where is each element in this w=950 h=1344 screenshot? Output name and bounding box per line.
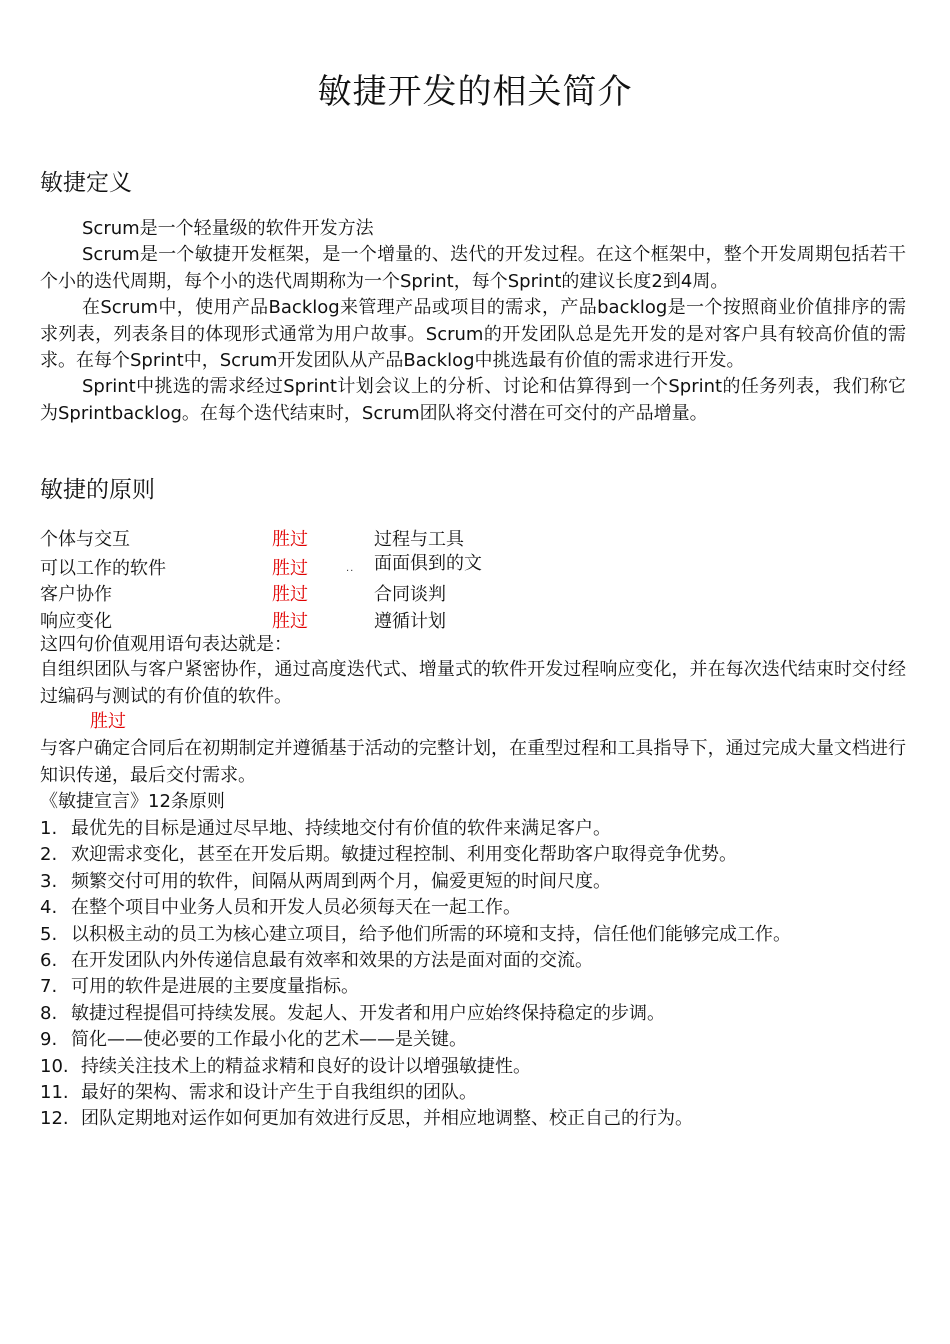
list-text: 持续关注技术上的精益求精和良好的设计以增强敏捷性。 — [81, 1055, 531, 1077]
list-number: 7. — [40, 976, 58, 998]
list-number: 9. — [40, 1029, 58, 1051]
list-item — [40, 869, 920, 895]
definition-paragraph-4: Sprint中挑选的需求经过Sprint计划会议上的分析、讨论和估算得到一个Sprint的任务列表，我们称它为Sprintbacklog。在每个迭代结束时，Scrum团队将交付潜在可交付的产品增量。 — [40, 376, 906, 424]
value-right: 合同谈判 — [374, 584, 446, 605]
definition-paragraph-1: Scrum是一个轻量级的软件开发方法 — [82, 218, 374, 239]
list-text: 在开发团队内外传递信息最有效率和效果的方法是面对面的交流。 — [71, 949, 593, 971]
list-text: 欢迎需求变化，甚至在开发后期。敏捷过程控制、利用变化帮助客户取得竞争优势。 — [71, 844, 737, 866]
value-over: 胜过 — [272, 558, 308, 579]
value-right: 过程与工具 — [374, 529, 464, 550]
list-item — [40, 816, 920, 842]
stray-mark: ·· — [346, 566, 355, 577]
value-left: 响应变化 — [40, 611, 112, 632]
list-number: 11. — [40, 1081, 69, 1103]
list-number: 4. — [40, 897, 58, 919]
value-left: 可以工作的软件 — [40, 558, 166, 579]
section-heading-principles: 敏捷的原则 — [40, 477, 155, 504]
list-item — [40, 922, 920, 948]
principles-list — [40, 816, 920, 1133]
list-number: 5. — [40, 923, 58, 945]
list-text: 敏捷过程提倡可持续发展。发起人、开发者和用户应始终保持稳定的步调。 — [71, 1002, 665, 1024]
list-text: 在整个项目中业务人员和开发人员必须每天在一起工作。 — [71, 897, 521, 919]
summary-agile: 自组织团队与客户紧密协作，通过高度迭代式、增量式的软件开发过程响应变化，并在每次迭代结束时交付经过编码与测试的有价值的软件。 — [40, 659, 906, 707]
manifesto-heading: 《敏捷宣言》12条原则 — [40, 791, 225, 812]
summary-traditional: 与客户确定合同后在初期制定并遵循基于活动的完整计划，在重型过程和工具指导下，通过完成大量文档进行知识传递，最后交付需求。 — [40, 738, 906, 786]
list-number: 1. — [40, 818, 58, 839]
value-row — [40, 553, 540, 582]
value-over: 胜过 — [272, 529, 308, 550]
value-right: 面面俱到的文 — [374, 553, 482, 574]
value-over: 胜过 — [272, 584, 308, 605]
list-item — [40, 1054, 920, 1080]
list-text: 最优先的目标是通过尽早地、持续地交付有价值的软件来满足客户。 — [71, 818, 611, 839]
summary-over: 胜过 — [90, 711, 126, 732]
list-text: 最好的架构、需求和设计产生于自我组织的团队。 — [81, 1081, 477, 1103]
list-number: 10. — [40, 1055, 69, 1077]
value-row — [40, 527, 540, 553]
list-item — [40, 1027, 920, 1053]
definition-paragraph-3: 在Scrum中，使用产品Backlog来管理产品或项目的需求，产品backlog是一个按照商业价值排序的需求列表，列表条目的体现形式通常为用户故事。Scrum的开发团队总是先开发的是对客户具有较高价值的需求。在每个Sprint中，Scrum开发团队从产品Backlog中挑选最有价值的需求进行开发。 — [40, 297, 906, 371]
value-left: 个体与交互 — [40, 529, 130, 550]
list-item — [40, 895, 920, 921]
list-number: 12. — [40, 1108, 69, 1130]
list-number: 2. — [40, 844, 58, 866]
value-right: 遵循计划 — [374, 611, 446, 632]
list-text: 以积极主动的员工为核心建立项目，给予他们所需的环境和支持，信任他们能够完成工作。 — [71, 923, 791, 945]
value-over: 胜过 — [272, 611, 308, 632]
list-item — [40, 1001, 920, 1027]
list-item — [40, 974, 920, 1000]
document-title: 敏捷开发的相关简介 — [317, 71, 633, 112]
list-item — [40, 948, 920, 974]
list-number: 8. — [40, 1002, 58, 1024]
value-left: 客户协作 — [40, 584, 112, 605]
list-text: 简化——使必要的工作最小化的艺术——是关键。 — [71, 1029, 467, 1051]
summary-intro: 这四句价值观用语句表达就是： — [40, 634, 292, 655]
list-text: 团队定期地对运作如何更加有效进行反思，并相应地调整、校正自己的行为。 — [81, 1108, 693, 1130]
value-row — [40, 582, 540, 608]
list-text: 频繁交付可用的软件，间隔从两周到两个月，偏爱更短的时间尺度。 — [71, 870, 611, 892]
list-item — [40, 1080, 920, 1106]
list-number: 6. — [40, 949, 58, 971]
list-text: 可用的软件是进展的主要度量指标。 — [71, 976, 359, 998]
list-item — [40, 1106, 920, 1132]
definition-paragraph-2: Scrum是一个敏捷开发框架，是一个增量的、迭代的开发过程。在这个框架中，整个开发周期包括若干个小的迭代周期，每个小的迭代周期称为一个Sprint，每个Sprint的建议长度2到4周。 — [40, 244, 906, 292]
list-number: 3. — [40, 870, 58, 892]
list-item — [40, 842, 920, 868]
section-heading-definition: 敏捷定义 — [40, 170, 132, 197]
